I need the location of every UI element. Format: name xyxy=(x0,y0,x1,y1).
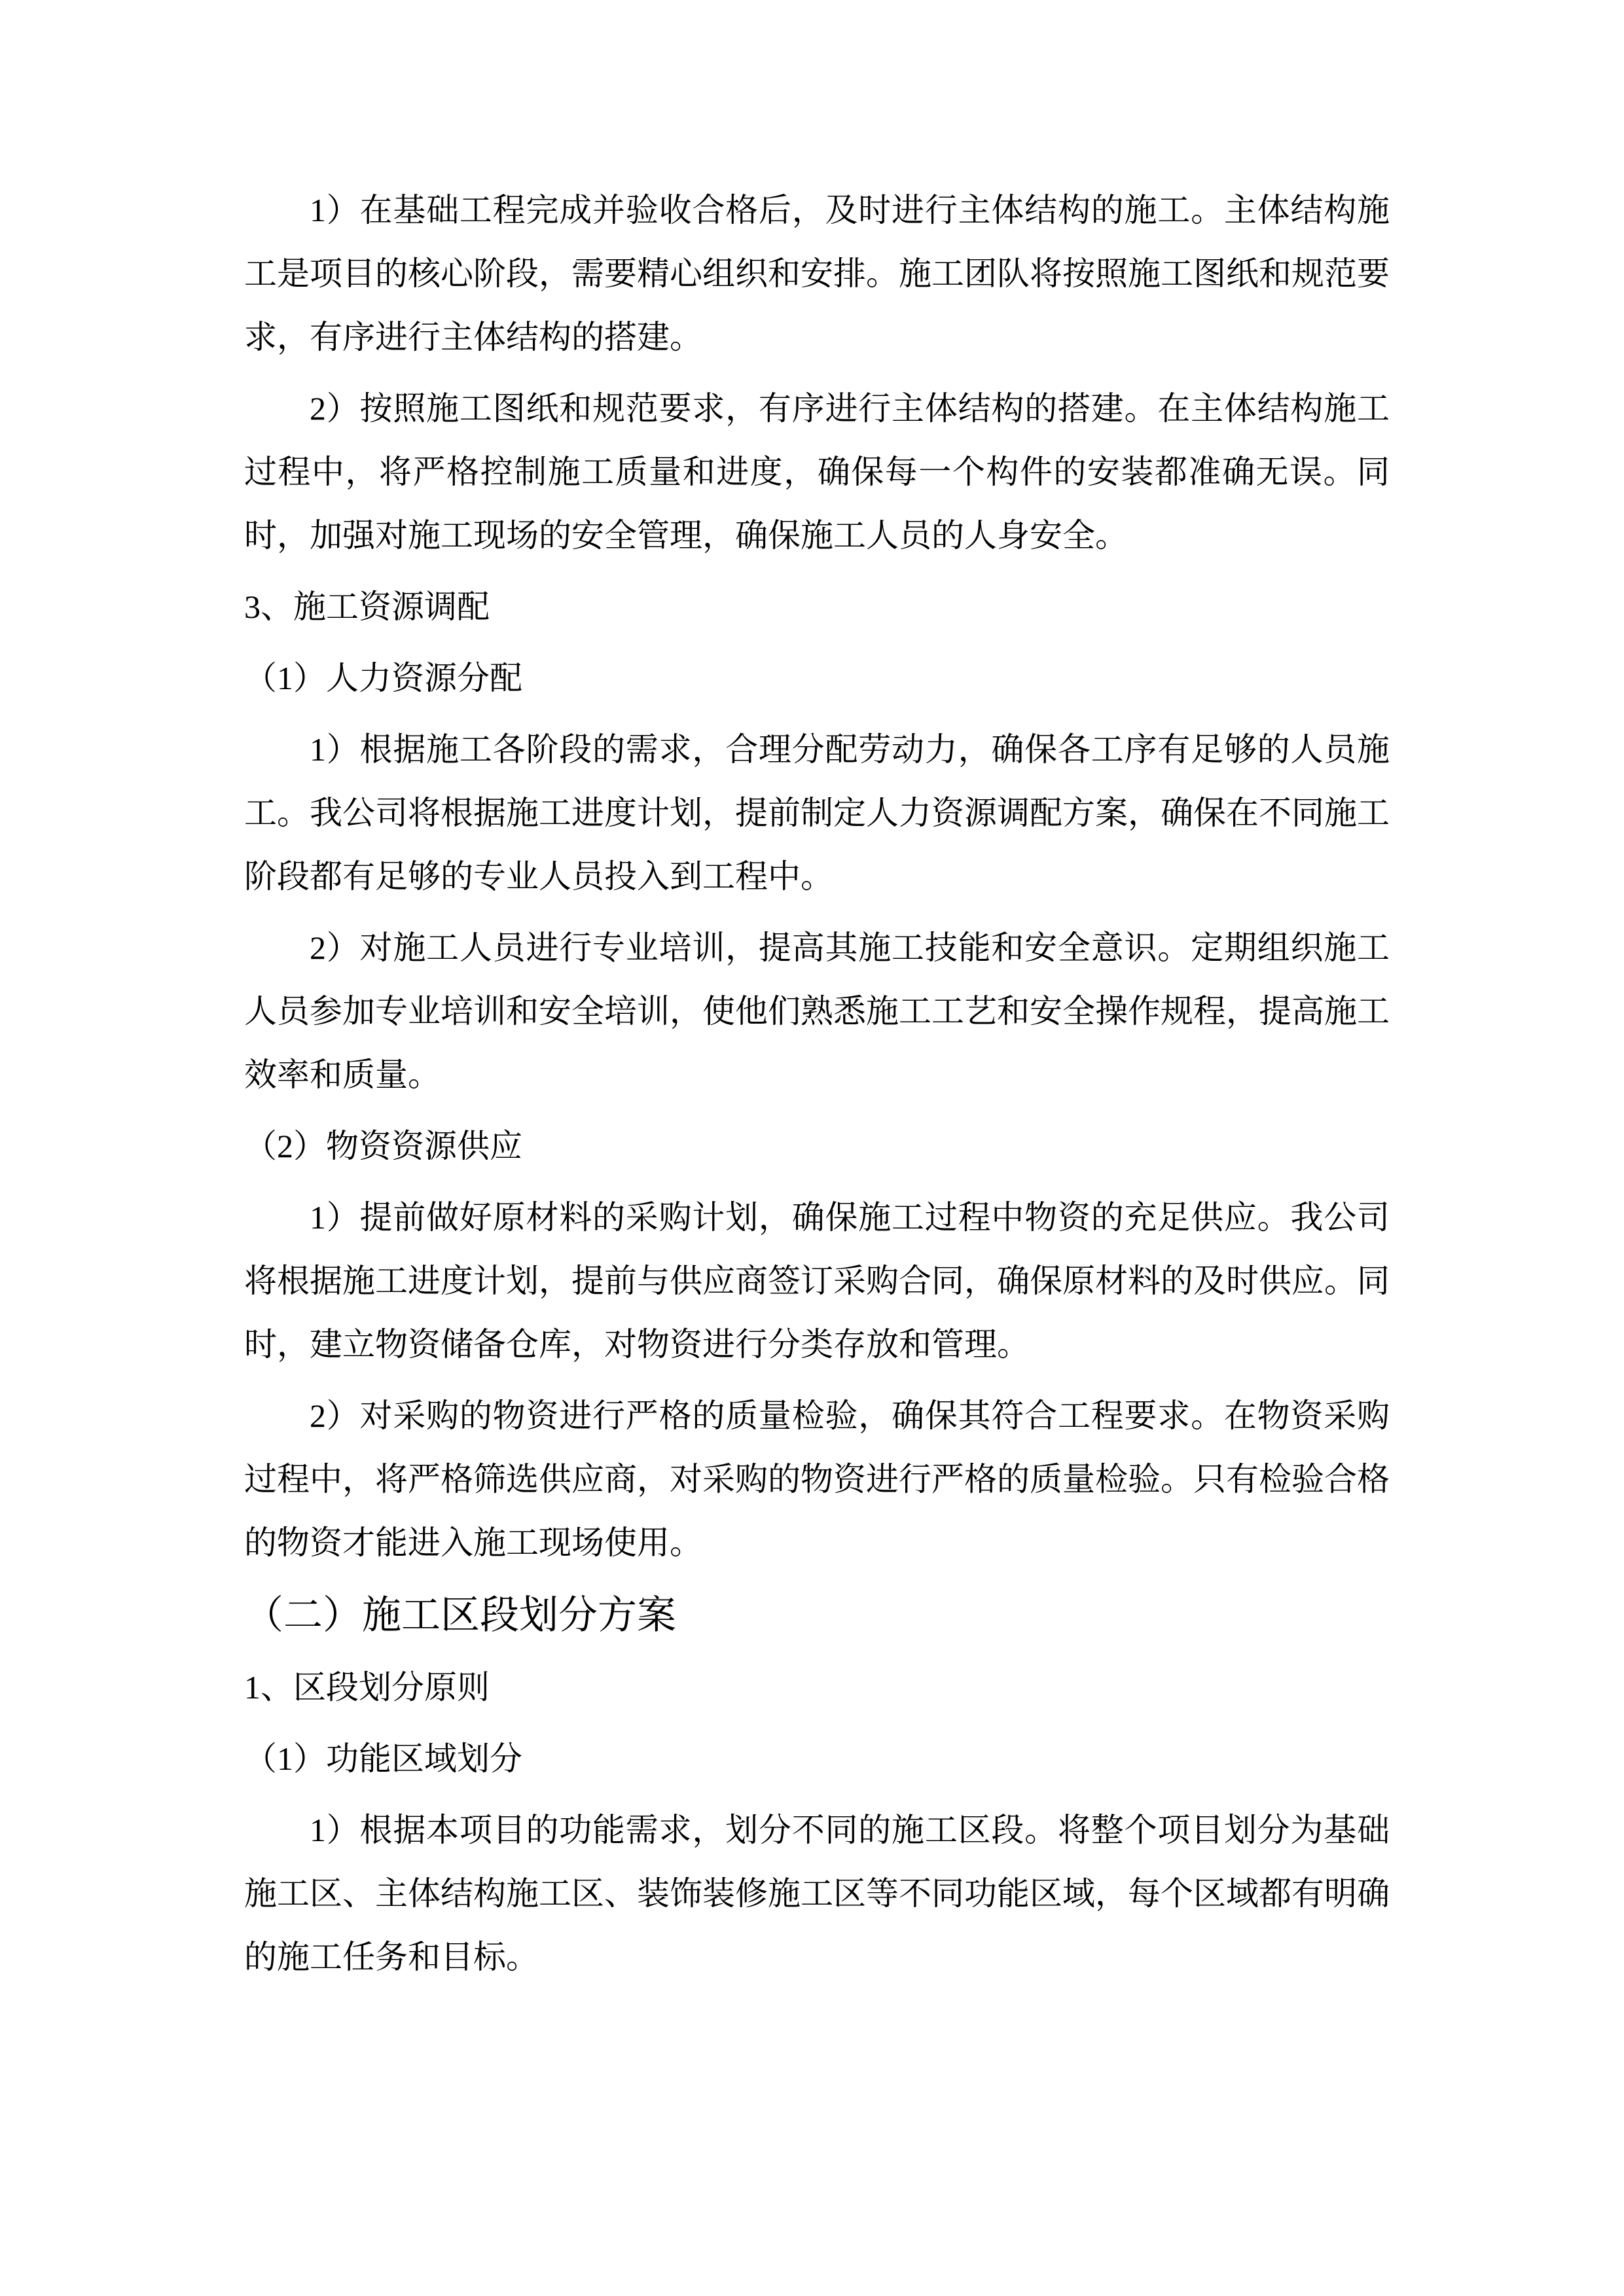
heading-construction-resource-allocation: 3、施工资源调配 xyxy=(244,588,490,625)
paragraph-material-procurement-plan: 1）提前做好原材料的采购计划，确保施工过程中物资的充足供应。我公司将根据施工进度计划，提前与供应商签订采购合同，确保原材料的及时供应。同时，建立物资储备仓库，对物资进行分类存放和管理。 xyxy=(244,1199,1390,1363)
paragraph-material-quality-inspection: 2）对采购的物资进行严格的质量检验，确保其符合工程要求。在物资采购过程中，将严格筛选供应商，对采购的物资进行严格的质量检验。只有检验合格的物资才能进入施工现场使用。 xyxy=(244,1397,1390,1561)
paragraph-functional-zoning: 1）根据本项目的功能需求，划分不同的施工区段。将整个项目划分为基础施工区、主体结构施工区、装饰装修施工区等不同功能区域，每个区域都有明确的施工任务和目标。 xyxy=(244,1812,1390,1975)
paragraph-main-structure-timing: 1）在基础工程完成并验收合格后，及时进行主体结构的施工。主体结构施工是项目的核心阶段，需要精心组织和安排。施工团队将按照施工图纸和规范要求，有序进行主体结构的搭建。 xyxy=(244,192,1390,355)
document-text-block xyxy=(244,179,1390,1989)
paragraph-labor-allocation: 1）根据施工各阶段的需求，合理分配劳动力，确保各工序有足够的人员施工。我公司将根据施工进度计划，提前制定人力资源调配方案，确保在不同施工阶段都有足够的专业人员投入到工程中。 xyxy=(244,731,1390,895)
section-heading-zone-division-plan: （二）施工区段划分方案 xyxy=(244,1594,676,1637)
paragraph-staff-training: 2）对施工人员进行专业培训，提高其施工技能和安全意识。定期组织施工人员参加专业培训和安全培训，使他们熟悉施工工艺和安全操作规程，提高施工效率和质量。 xyxy=(244,929,1390,1093)
subheading-material-resource-supply: （2）物资资源供应 xyxy=(244,1128,522,1164)
subheading-human-resource-allocation: （1）人力资源分配 xyxy=(244,660,522,696)
subheading-functional-zone-division: （1）功能区域划分 xyxy=(244,1740,522,1777)
heading-zone-division-principles: 1、区段划分原则 xyxy=(244,1669,490,1706)
paragraph-main-structure-quality-safety: 2）按照施工图纸和规范要求，有序进行主体结构的搭建。在主体结构施工过程中，将严格控制施工质量和进度，确保每一个构件的安装都准确无误。同时，加强对施工现场的安全管理，确保施工人员的人身安全。 xyxy=(244,390,1390,554)
